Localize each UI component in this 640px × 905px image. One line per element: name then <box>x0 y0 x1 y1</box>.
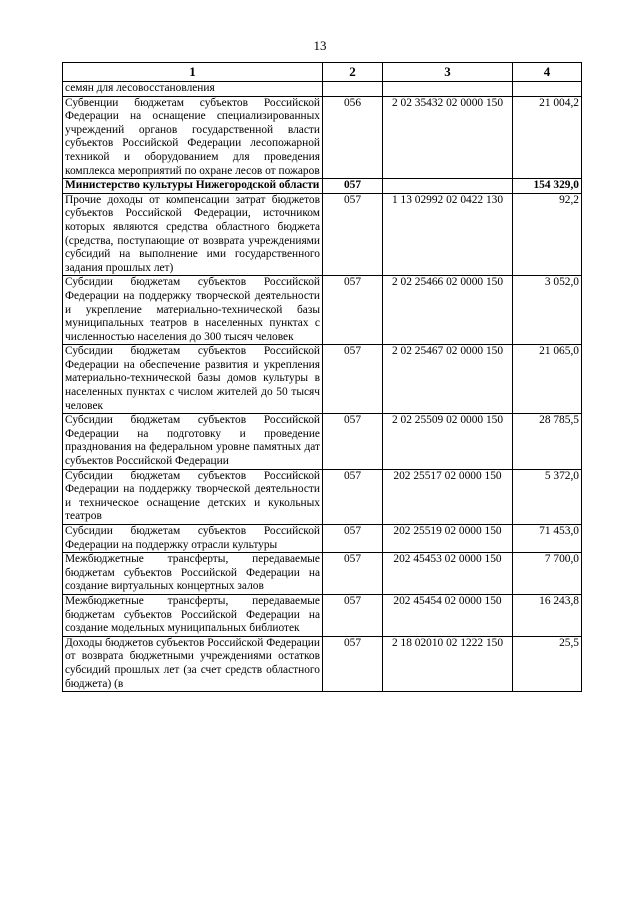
row-kbk-cell: 2 02 25466 02 0000 150 <box>383 276 513 345</box>
row-code-cell: 057 <box>323 594 383 636</box>
row-sum-cell: 21 004,2 <box>513 96 582 179</box>
table-row <box>63 82 582 97</box>
table-row <box>63 414 582 469</box>
row-name-cell: Субсидии бюджетам субъектов Российской Федерации на обеспечение развития и укрепления материально-технической базы домов культуры в населенных пунктах с числом жителей до 50 тысяч человек <box>63 345 323 414</box>
table-row <box>63 96 582 179</box>
row-kbk-cell: 2 02 35432 02 0000 150 <box>383 96 513 179</box>
row-kbk-cell: 202 25519 02 0000 150 <box>383 525 513 553</box>
row-code-cell: 057 <box>323 469 383 524</box>
row-kbk-cell: 202 45453 02 0000 150 <box>383 553 513 595</box>
row-name-cell: Прочие доходы от компенсации затрат бюджетов субъектов Российской Федерации, источником которых являются средства областного бюджета (средства, поступающие от возврата учреждениями субсидий на выполнение ими государственного задания прошлых лет) <box>63 193 323 276</box>
table-row <box>63 345 582 414</box>
row-code-cell <box>323 82 383 97</box>
row-sum-cell: 5 372,0 <box>513 469 582 524</box>
row-sum-cell: 71 453,0 <box>513 525 582 553</box>
table-row <box>63 525 582 553</box>
row-sum-cell: 25,5 <box>513 636 582 691</box>
row-code-cell: 056 <box>323 96 383 179</box>
row-kbk-cell: 202 25517 02 0000 150 <box>383 469 513 524</box>
row-sum-cell: 7 700,0 <box>513 553 582 595</box>
table-row <box>63 553 582 595</box>
table-row <box>63 636 582 691</box>
row-kbk-cell: 1 13 02992 02 0422 130 <box>383 193 513 276</box>
row-code-cell: 057 <box>323 179 383 194</box>
row-sum-cell: 92,2 <box>513 193 582 276</box>
table-row <box>63 193 582 276</box>
page-number: 13 <box>313 38 327 53</box>
row-name-cell: Субсидии бюджетам субъектов Российской Федерации на поддержку творческой деятельности и укрепление материально-технической базы муниципальных театров в населенных пунктах с численностью населения до 300 тысяч человек <box>63 276 323 345</box>
row-sum-cell: 3 052,0 <box>513 276 582 345</box>
row-kbk-cell <box>383 179 513 194</box>
row-name-cell: Межбюджетные трансферты, передаваемые бюджетам субъектов Российской Федерации на создание модельных муниципальных библиотек <box>63 594 323 636</box>
row-sum-cell <box>513 82 582 97</box>
row-name-cell: Министерство культуры Нижегородской области <box>63 179 323 194</box>
table-row <box>63 179 582 194</box>
row-kbk-cell: 2 18 02010 02 1222 150 <box>383 636 513 691</box>
row-kbk-cell <box>383 82 513 97</box>
row-code-cell: 057 <box>323 345 383 414</box>
table-row <box>63 469 582 524</box>
header-col-3: 3 <box>383 63 513 82</box>
row-kbk-cell: 2 02 25467 02 0000 150 <box>383 345 513 414</box>
row-code-cell: 057 <box>323 525 383 553</box>
row-name-cell: Субсидии бюджетам субъектов Российской Федерации на поддержку отрасли культуры <box>63 525 323 553</box>
row-sum-cell: 154 329,0 <box>513 179 582 194</box>
table-header-row <box>63 63 582 82</box>
row-sum-cell: 16 243,8 <box>513 594 582 636</box>
row-code-cell: 057 <box>323 553 383 595</box>
row-name-cell: Доходы бюджетов субъектов Российской Федерации от возврата бюджетными учреждениями остатков субсидий прошлых лет (за счет средств областного бюджета) (в <box>63 636 323 691</box>
row-name-cell: Субвенции бюджетам субъектов Российской Федерации на оснащение специализированных учреждений органов государственной власти субъектов Российской Федерации лесопожарной техникой и оборудованием для проведения комплекса мероприятий по охране лесов от пожаров <box>63 96 323 179</box>
row-code-cell: 057 <box>323 193 383 276</box>
header-col-4: 4 <box>513 63 582 82</box>
row-sum-cell: 28 785,5 <box>513 414 582 469</box>
row-code-cell: 057 <box>323 636 383 691</box>
header-col-1: 1 <box>63 63 323 82</box>
table-row <box>63 594 582 636</box>
row-code-cell: 057 <box>323 414 383 469</box>
row-code-cell: 057 <box>323 276 383 345</box>
row-name-cell: семян для лесовосстановления <box>63 82 323 97</box>
table-row <box>63 276 582 345</box>
row-name-cell: Субсидии бюджетам субъектов Российской Федерации на поддержку творческой деятельности и техническое оснащение детских и кукольных театров <box>63 469 323 524</box>
row-sum-cell: 21 065,0 <box>513 345 582 414</box>
header-col-2: 2 <box>323 63 383 82</box>
row-kbk-cell: 202 45454 02 0000 150 <box>383 594 513 636</box>
revenue-table <box>62 62 582 692</box>
row-kbk-cell: 2 02 25509 02 0000 150 <box>383 414 513 469</box>
row-name-cell: Субсидии бюджетам субъектов Российской Федерации на подготовку и проведение празднования на федеральном уровне памятных дат субъектов Российской Федерации <box>63 414 323 469</box>
row-name-cell: Межбюджетные трансферты, передаваемые бюджетам субъектов Российской Федерации на создание виртуальных концертных залов <box>63 553 323 595</box>
